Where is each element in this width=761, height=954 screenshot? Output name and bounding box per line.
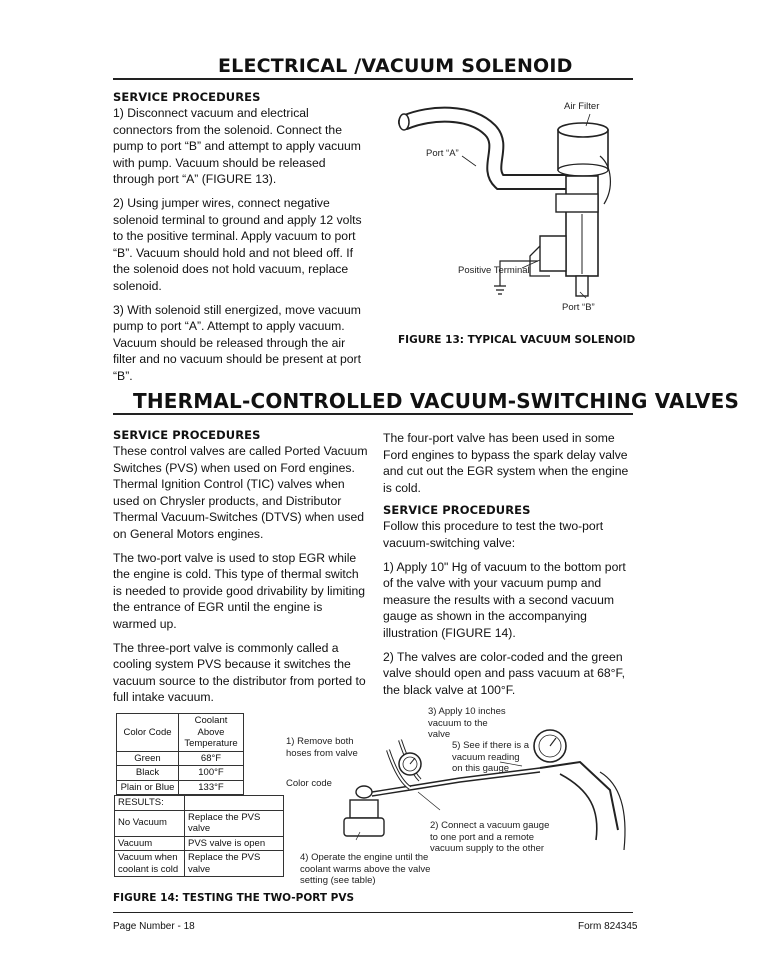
table-cell: Vacuum xyxy=(115,836,185,851)
color-code-table xyxy=(116,713,244,795)
step5-label: 5) See if there is a vacuum reading on this gauge xyxy=(452,740,530,774)
paragraph: The three-port valve is commonly called a cooling system PVS because it switches the vacuum source to the distributor from ported to full intake vacuum. xyxy=(113,640,366,705)
vacuum-gauge-icon xyxy=(399,753,421,775)
form-number: Form 824345 xyxy=(578,921,638,932)
paragraph: These control valves are called Ported Vacuum Switches (PVS) when used on Ford engines. Thermal Ignition Control (TIC) valves when used on Chrysler products, and Distributor Thermal Vacuum-Switches (DTVS) when used on General Motors engines. xyxy=(113,444,368,541)
figure-13-caption: FIGURE 13: TYPICAL VACUUM SOLENOID xyxy=(398,334,636,346)
step1-label: 1) Remove both hoses from valve xyxy=(286,736,358,759)
table-cell: Black xyxy=(117,766,179,781)
section-divider xyxy=(113,413,633,415)
section-title-valves: THERMAL-CONTROLLED VACUUM-SWITCHING VALVES xyxy=(133,389,740,413)
paragraph: 2) The valves are color-coded and the green valve should open and pass vacuum at 68°F, the black valve at 100°F. xyxy=(383,649,626,697)
paragraph: Follow this procedure to test the two-port vacuum-switching valve: xyxy=(383,519,604,550)
paragraph: 1) Apply 10" Hg of vacuum to the bottom port of the valve with your vacuum pump and measure the results with a second vacuum gauge as shown in the accompanying illustration (FIGURE 14). xyxy=(383,559,626,640)
positive-terminal-label: Positive Terminal xyxy=(458,265,530,276)
table-cell: Replace the PVS valve xyxy=(185,810,284,836)
color-code-label: Color code xyxy=(286,778,332,789)
step4-label: 4) Operate the engine until the coolant warms above the valve setting (see table) xyxy=(300,852,431,886)
table-cell: 100°F xyxy=(179,766,244,781)
solenoid-procedures xyxy=(113,90,368,392)
table-header: Color Code xyxy=(117,714,179,752)
footer-divider xyxy=(113,912,633,913)
ground-icon xyxy=(494,286,506,294)
table-cell: PVS valve is open xyxy=(185,836,284,851)
table-cell: Green xyxy=(117,751,179,766)
table-cell: No Vacuum xyxy=(115,810,185,836)
table-header: RESULTS: xyxy=(115,796,185,811)
pvs-valve-icon xyxy=(350,800,378,818)
step2-label: 2) Connect a vacuum gauge to one port and a remote vacuum supply to the other xyxy=(430,820,550,854)
valves-left-column xyxy=(113,428,368,713)
paragraph: 2) Using jumper wires, connect negative solenoid terminal to ground and apply 12 volts to the positive terminal. Apply vacuum to port “B”. Vacuum should hold and not bleed off. If the solenoid does not hold vacuum, replace solenoid. xyxy=(113,195,362,293)
vacuum-pump-icon xyxy=(540,762,618,830)
page-number: Page Number - 18 xyxy=(113,921,195,932)
results-table xyxy=(114,795,284,877)
table-cell: 133°F xyxy=(179,780,244,795)
section-divider xyxy=(113,78,633,80)
table-cell: 68°F xyxy=(179,751,244,766)
vacuum-solenoid-illustration xyxy=(390,96,630,321)
table-cell: Replace the PVS valve xyxy=(185,851,284,877)
service-procedures-heading: SERVICE PROCEDURES xyxy=(113,428,261,442)
paragraph: The four-port valve has been used in some Ford engines to bypass the spark delay valve and cut out the EGR system when the engine is cold. xyxy=(383,431,629,495)
figure-14-caption: FIGURE 14: TESTING THE TWO-PORT PVS xyxy=(113,892,355,904)
port-b-icon xyxy=(576,276,588,296)
paragraph: 3) With solenoid still energized, move vacuum pump to port “A”. Attempt to apply vacuum. Vacuum should be released through the air filter and no vacuum should be present at port “B”. xyxy=(113,302,361,383)
service-procedures-heading: SERVICE PROCEDURES xyxy=(383,503,531,518)
paragraph: 1) Disconnect vacuum and electrical connectors from the solenoid. Connect the pump to port “B” and attempt to apply vacuum with pump. Vacuum should be released through port “A” (FIGURE 13). xyxy=(113,106,361,187)
section-title-solenoid: ELECTRICAL /VACUUM SOLENOID xyxy=(218,55,573,77)
table-cell: Plain or Blue xyxy=(117,780,179,795)
service-procedures-heading: SERVICE PROCEDURES xyxy=(113,90,261,104)
port-a-label: Port “A” xyxy=(426,148,459,159)
table-header: Coolant Above Temperature xyxy=(179,714,244,752)
vacuum-pump-gauge-icon xyxy=(534,730,566,762)
port-b-label: Port “B” xyxy=(562,302,595,313)
paragraph: The two-port valve is used to stop EGR while the engine is cold. This type of thermal switch is needed to provide good drivability by limiting the entrance of EGR until the engine is warmed up. xyxy=(113,550,366,631)
step3-label: 3) Apply 10 inches vacuum to the valve xyxy=(428,706,506,740)
air-filter-label: Air Filter xyxy=(564,101,600,112)
table-cell: Vacuum when coolant is cold xyxy=(115,851,185,877)
valves-right-column xyxy=(383,430,635,705)
